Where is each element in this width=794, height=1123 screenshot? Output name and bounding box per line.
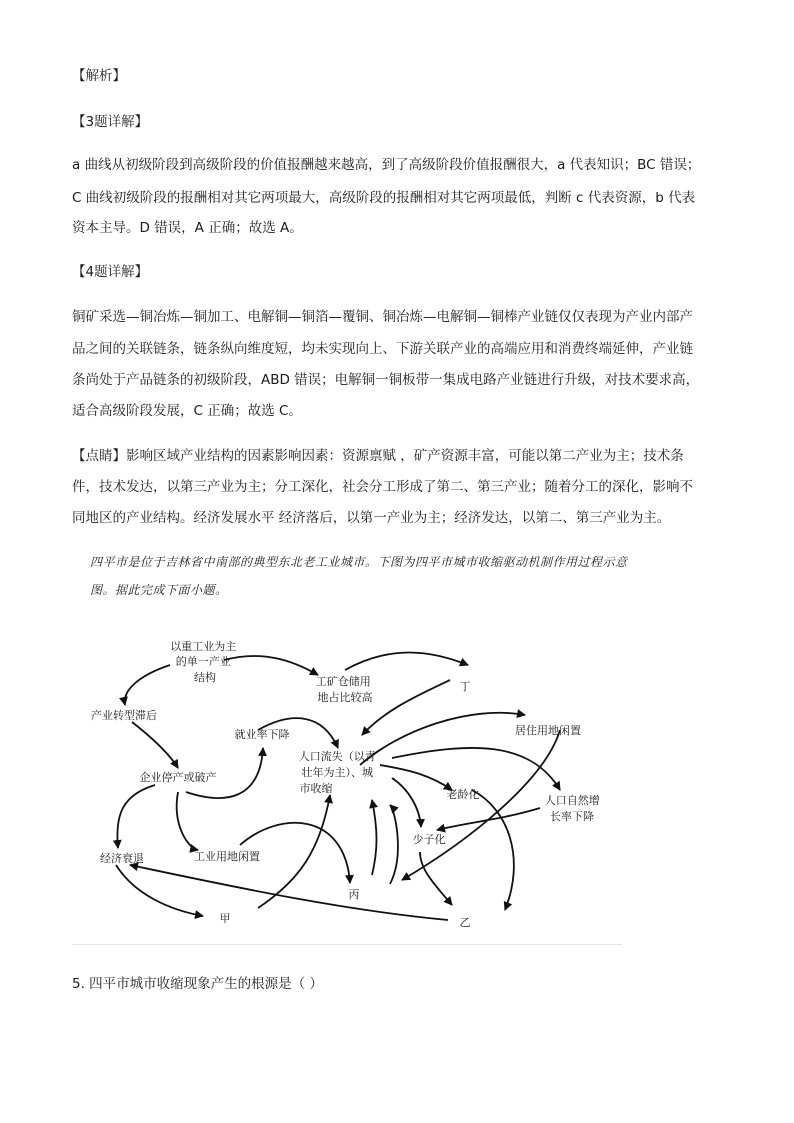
arrow-yi-to-recess — [130, 865, 448, 920]
q3-line-2: C 曲线初级阶段的报酬相对其它两项最大，高级阶段的报酬相对其它两项最低，判断 c 代表资源，b 代表 — [72, 190, 696, 206]
arrow-few-to-yi — [420, 852, 452, 905]
arrow-pop-to-few — [392, 778, 421, 827]
node-ding: 丁 — [459, 680, 471, 693]
node-mine-storage: 工矿仓储用 地占比较高 — [315, 675, 373, 704]
q4-line-4: 适合高级阶段发展，C 正确；故选 C。 — [72, 403, 302, 419]
node-fewer-children: 少子化 — [412, 833, 446, 846]
node-population-loss: 人口流失（以青 壮年为主）、城 市收缩 — [298, 750, 376, 795]
tip-line-1: 【点睛】影响区域产业结构的因素影响因素：资源禀赋 ，矿产资源丰富，可能以第二产业为主；技术条 — [72, 448, 684, 464]
node-enterprise-stop: 企业停产或破产 — [139, 771, 217, 784]
intro-line-2: 图。据此完成下面小题。 — [90, 583, 228, 597]
q3-line-3: 资本主导。D 错误，A 正确；故选 A。 — [72, 220, 303, 236]
node-bing: 丙 — [348, 888, 360, 901]
node-natural-growth-drop: 人口自然增 长率下降 — [544, 794, 600, 823]
arrow-stop-to-recess — [117, 785, 155, 848]
q4-line-3: 条尚处于产品链条的初级阶段，ABD 错误；电解铜一铜板带一集成电路产业链进行升级，对技术要求高， — [72, 372, 700, 388]
arrow-stop-to-idle — [177, 792, 198, 850]
divider — [72, 944, 622, 945]
arrow-bing-to-pop-1 — [372, 800, 377, 875]
question-5: 5. 四平市城市收缩现象产生的根源是（ ） — [72, 976, 323, 992]
arrow-aging-to-yi — [472, 790, 514, 910]
intro-line-1: 四平市是位于吉林省中南部的典型东北老工业城市。下图为四平市城市收缩驱动机制作用过程示意 — [90, 555, 628, 569]
arrow-bing-to-pop-2 — [390, 805, 398, 884]
arrow-pop-to-natural — [392, 748, 560, 790]
q3-line-1: a 曲线从初级阶段到高级阶段的价值报酬越来越高，到了高级阶段价值报酬很大，a 代表知识；BC 错误； — [72, 157, 701, 173]
node-transition-lag: 产业转型滞后 — [91, 709, 157, 722]
node-jia: 甲 — [219, 912, 231, 925]
arrow-mine-to-ding — [345, 653, 468, 671]
arrow-heavy-to-mine — [224, 656, 318, 675]
q4-line-2: 品之间的关联链条，链条纵向维度短，均未实现向上、下游关联产业的高端应用和消费终端延伸，产业链 — [72, 341, 693, 357]
node-aging: 老龄化 — [446, 788, 480, 801]
tip-line-2: 件，技术发达，以第三产业为主；分工深化，社会分工形成了第二、第三产业；随着分工的深化，影响不 — [72, 479, 693, 495]
shrinkage-mechanism-diagram — [0, 620, 794, 940]
node-heavy-industry: 以重工业为主 的单一产业 结构 — [170, 640, 237, 684]
arrow-ding-to-mine — [362, 680, 450, 735]
arrow-recess-to-jia — [116, 865, 203, 916]
arrow-heavy-to-trans — [125, 665, 170, 705]
node-economic-recession: 经济衰退 — [100, 852, 144, 865]
q3-heading: 【3题详解】 — [72, 114, 149, 130]
node-industrial-land-idle: 工业用地闲置 — [194, 850, 260, 863]
arrow-trans-to-stop — [132, 722, 178, 768]
tip-line-3: 同地区的产业结构。经济发展水平 经济落后，以第一产业为主；经济发达，以第二、第三产业为主。 — [72, 510, 671, 526]
arrow-pop-to-resid — [360, 713, 525, 765]
node-residential-idle: 居住用地闲置 — [515, 724, 581, 737]
q4-heading: 【4题详解】 — [72, 264, 149, 280]
arrow-jia-to-pop — [258, 795, 330, 908]
q4-line-1: 铜矿采选—铜冶炼—铜加工、电解铜—铜箔—覆铜、铜冶炼—电解铜—铜棒产业链仅仅表现为产业内部产 — [72, 309, 693, 325]
node-yi: 乙 — [459, 916, 471, 929]
node-employment-drop: 就业率下降 — [234, 728, 290, 741]
arrow-pop-to-aging — [380, 765, 452, 790]
analysis-heading: 【解析】 — [72, 68, 126, 84]
